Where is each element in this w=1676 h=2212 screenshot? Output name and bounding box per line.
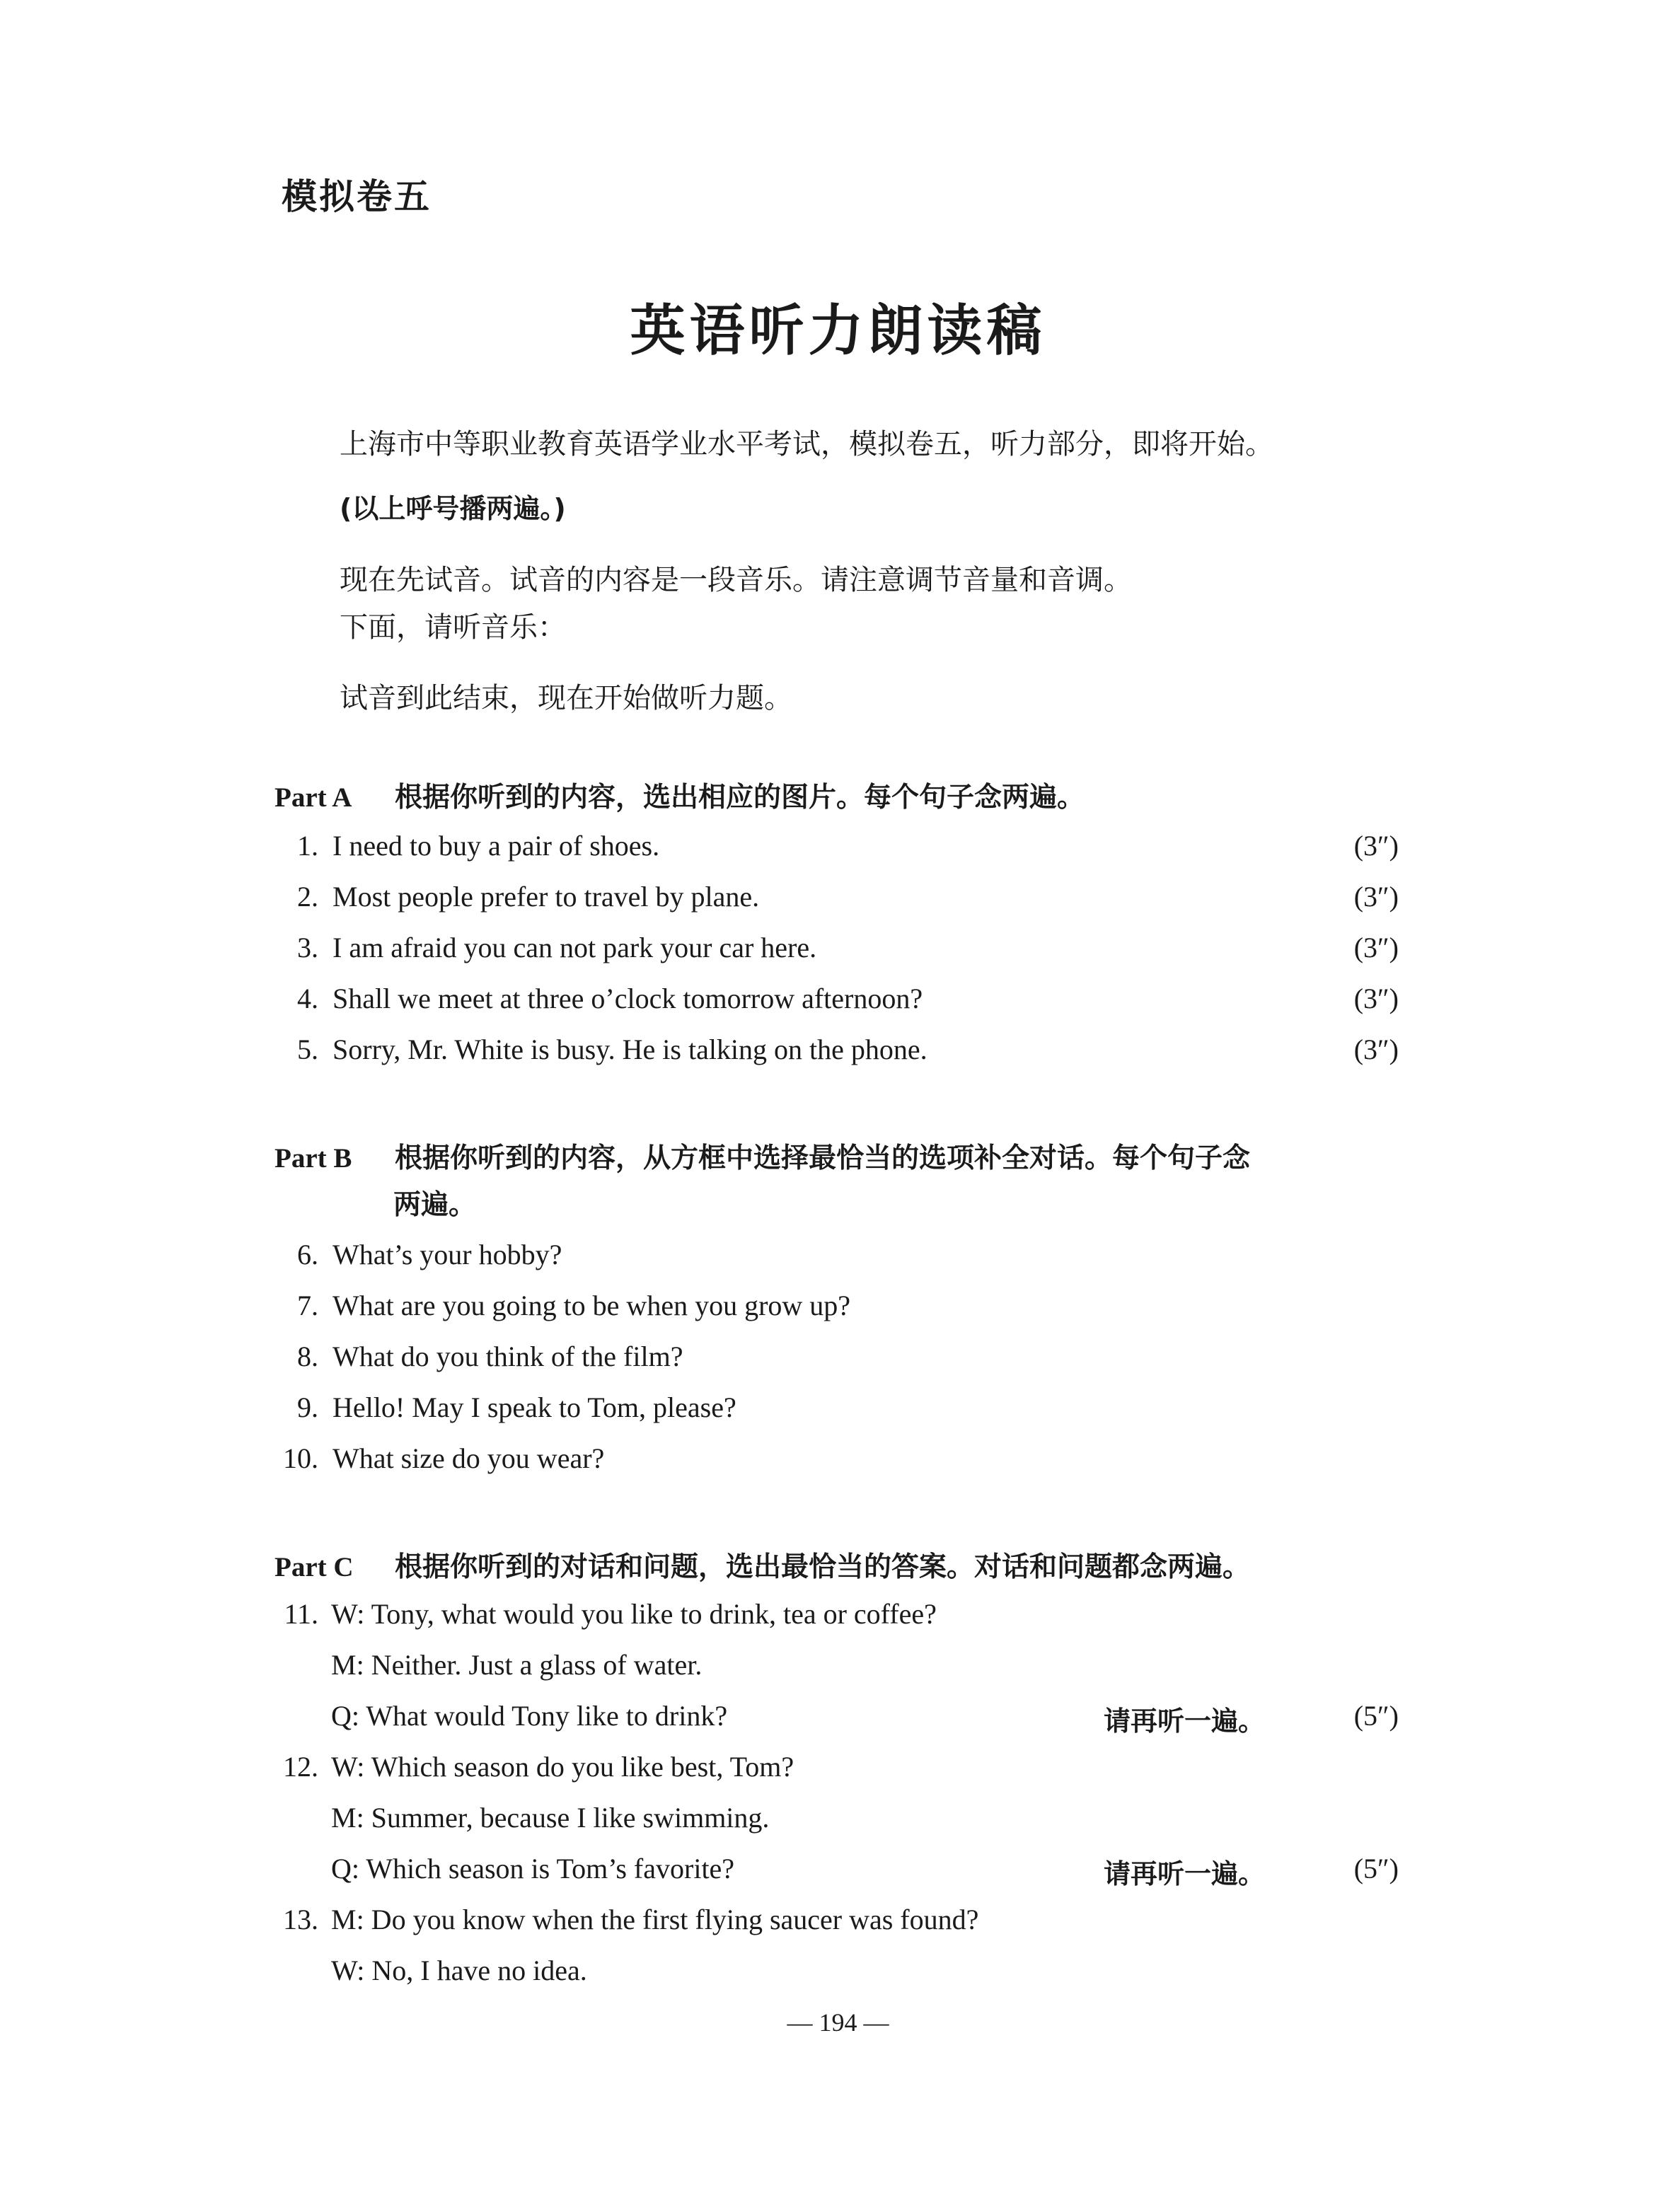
intro-line-5: 试音到此结束，现在开始做听力题。 — [340, 682, 792, 714]
part-c-item-num: 13. — [283, 1904, 318, 1935]
intro-line-3: 现在先试音。试音的内容是一段音乐。请注意调节音量和音调。 — [340, 564, 1132, 596]
part-b-item-text: What size do you wear? — [333, 1442, 605, 1474]
part-b-item-text: What do you think of the film? — [333, 1340, 683, 1372]
intro-line-4: 下面，请听音乐： — [340, 611, 566, 644]
part-b-item-num: 9. — [297, 1391, 318, 1423]
dialogue-line-w: W: No, I have no idea. — [331, 1955, 587, 1986]
part-a-instruction: 根据你听到的内容，选出相应的图片。每个句子念两遍。 — [395, 781, 1085, 813]
part-a-item-num: 4. — [297, 983, 318, 1014]
part-a-item-time: (3″) — [1353, 983, 1399, 1014]
question-line: Q: What would Tony like to drink? — [331, 1700, 728, 1732]
part-a-item-text: I am afraid you can not park your car here. — [333, 932, 817, 963]
part-b-item-text: What are you going to be when you grow up? — [333, 1290, 851, 1321]
section-label: 模拟卷五 — [282, 175, 432, 217]
part-a-item-time: (3″) — [1353, 1033, 1399, 1065]
part-a-item-time: (3″) — [1353, 830, 1399, 862]
question-line: Q: Which season is Tom’s favorite? — [331, 1853, 735, 1884]
part-a-item-time: (3″) — [1353, 881, 1399, 913]
part-c-item-num: 11. — [284, 1598, 318, 1630]
part-b-instruction-cont: 两遍。 — [393, 1188, 477, 1221]
part-b-item-num: 8. — [297, 1340, 318, 1372]
item-time: (5″) — [1353, 1853, 1399, 1884]
part-a-item-num: 3. — [297, 932, 318, 963]
part-c-item-num: 12. — [283, 1751, 318, 1783]
page-title: 英语听力朗读稿 — [630, 299, 1046, 363]
part-b-heading — [274, 1136, 1250, 1176]
part-a-item-text: I need to buy a pair of shoes. — [333, 830, 660, 862]
repeat-note: 请再听一遍。 — [1104, 1858, 1266, 1889]
part-a-item-num: 5. — [297, 1033, 318, 1065]
dialogue-line-w: W: Tony, what would you like to drink, tea or coffee? — [331, 1598, 937, 1630]
dialogue-line-m: M: Neither. Just a glass of water. — [331, 1649, 703, 1681]
page-number: — 194 — — [787, 2008, 889, 2037]
part-b-item-text: Hello! May I speak to Tom, please? — [333, 1391, 736, 1423]
part-a-label: Part A — [274, 782, 352, 813]
intro-line-1: 上海市中等职业教育英语学业水平考试，模拟卷五，听力部分，即将开始。 — [340, 428, 1273, 461]
part-a-item-num: 2. — [297, 881, 318, 913]
part-b-label: Part B — [274, 1143, 352, 1174]
part-b-item-text: What’s your hobby? — [333, 1239, 562, 1270]
dialogue-line-m: M: Summer, because I like swimming. — [331, 1802, 770, 1834]
dialogue-line-w: W: Which season do you like best, Tom? — [331, 1751, 794, 1783]
part-b-instruction: 根据你听到的内容，从方框中选择最恰当的选项补全对话。每个句子念 — [395, 1142, 1251, 1174]
dialogue-line-m: M: Do you know when the first flying saucer was found? — [331, 1904, 979, 1935]
item-time: (5″) — [1353, 1700, 1399, 1732]
part-b-item-num: 7. — [297, 1290, 318, 1321]
part-b-item-num: 6. — [297, 1239, 318, 1270]
repeat-note: 请再听一遍。 — [1104, 1706, 1266, 1737]
part-c-instruction: 根据你听到的对话和问题，选出最恰当的答案。对话和问题都念两遍。 — [395, 1551, 1251, 1583]
part-a-item-text: Shall we meet at three o’clock tomorrow afternoon? — [333, 983, 923, 1014]
part-a-item-num: 1. — [297, 830, 318, 862]
part-a-item-time: (3″) — [1353, 932, 1399, 963]
part-a-item-text: Most people prefer to travel by plane. — [333, 881, 760, 913]
part-c-label: Part C — [274, 1552, 354, 1582]
part-a-heading — [274, 775, 1085, 815]
intro-line-2: (以上呼号播两遍。) — [340, 493, 566, 524]
part-b-item-num: 10. — [283, 1442, 318, 1474]
part-c-heading — [274, 1545, 1250, 1585]
part-a-item-text: Sorry, Mr. White is busy. He is talking on the phone. — [333, 1033, 927, 1065]
